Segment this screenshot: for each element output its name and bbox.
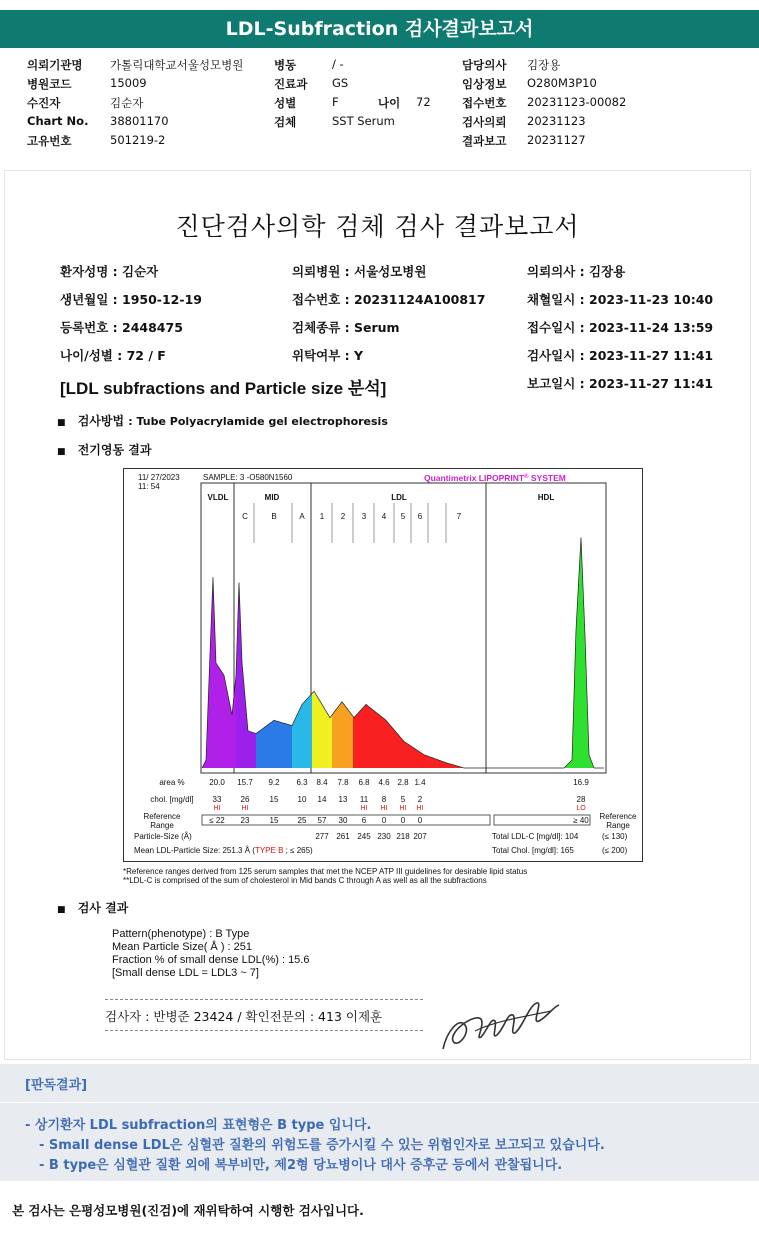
peak-fill-mid-c [236, 583, 256, 769]
info-label: 성별 [274, 96, 297, 110]
patient-field: 나이/성별 : 72 / F [60, 348, 166, 363]
patient-field: 검체종류 : Serum [292, 320, 400, 335]
size-value: 245 [357, 832, 371, 841]
patient-field: 접수번호 : 20231124A100817 [292, 292, 486, 307]
chol-value: 10 [297, 795, 307, 804]
row-label-ref: Range [150, 821, 174, 830]
group-label-hdl: HDL [537, 493, 555, 502]
order-info-row [0, 114, 759, 131]
order-info-row [0, 57, 759, 74]
total-ldl: Total LDL-C [mg/dl]: 104 [492, 832, 579, 841]
result-label: 검사 결과 [77, 901, 129, 915]
method-value: : Tube Polyacrylamide gel electrophoresis [128, 415, 388, 428]
chol-flag: HI [399, 805, 407, 812]
ref-value: 57 [317, 816, 327, 825]
patient-field: 접수일시 : 2023-11-24 13:59 [527, 320, 714, 335]
chol-value: 11 [359, 795, 369, 804]
info-label: 담당의사 [462, 58, 507, 72]
area-value: 20.0 [209, 778, 225, 787]
patient-field: 등록번호 : 2448475 [60, 320, 183, 335]
chol-value: 2 [417, 795, 423, 804]
chol-value: 8 [381, 795, 387, 804]
hdl-chol-value: 28 [576, 795, 586, 804]
lipoprint-plot [124, 469, 642, 861]
footnote: *Reference ranges derived from 125 serum samples that met the NCEP ATP III guidelines for desirable lipid status [123, 867, 528, 876]
ref-value: 0 [381, 816, 387, 825]
size-value: 218 [396, 832, 410, 841]
ref-value: 0 [400, 816, 406, 825]
band-label: 1 [319, 512, 325, 521]
row-label-ref: Reference [143, 812, 181, 821]
info-label: 임상정보 [462, 77, 507, 91]
area-value: 8.4 [316, 778, 328, 787]
info-value: 김장용 [527, 58, 561, 72]
ref-value: 30 [338, 816, 348, 825]
chol-flag: HI [416, 805, 424, 812]
total-chol: Total Chol. [mg/dl]: 165 [492, 846, 574, 855]
band-label: 7 [456, 512, 462, 521]
age-label: 나이 [378, 96, 401, 110]
ref-right-label: Reference [599, 812, 637, 821]
group-label-ldl: LDL [391, 493, 407, 502]
info-label: 진료과 [274, 77, 308, 91]
band-label: C [242, 512, 248, 521]
ref-right-label: Range [606, 821, 630, 830]
patient-field: 검사일시 : 2023-11-27 11:41 [527, 348, 714, 363]
interpretation-line: - 상기환자 LDL subfraction의 표현형은 B type 입니다. [25, 1118, 372, 1133]
group-label-mid: MID [264, 493, 280, 502]
peak-fill-ldl3 [353, 704, 464, 768]
footnote: **LDL-C is comprised of the sum of cholesterol in Mid bands C through A as well as all the subfractions [123, 876, 487, 885]
method-label: 검사방법 [77, 414, 125, 428]
chart-date: 11/ 27/2023 [138, 473, 180, 482]
hdl-area-value: 16.9 [573, 778, 589, 787]
chol-value: 5 [400, 795, 406, 804]
info-label: 검사의뢰 [462, 115, 507, 129]
bullet-icon: ■ [57, 418, 66, 428]
info-value: 20231123 [527, 114, 586, 128]
chol-value: 15 [269, 795, 279, 804]
chol-flag: HI [241, 805, 249, 812]
handwritten-signature [435, 991, 565, 1057]
info-label: 병동 [274, 58, 297, 72]
group-label-vldl: VLDL [207, 493, 229, 502]
area-value: 9.2 [268, 778, 280, 787]
report-title: 진단검사의학 검체 검사 결과보고서 [175, 212, 580, 241]
report-date: 보고일시 : 2023-11-27 11:41 [527, 376, 714, 391]
size-value: 230 [377, 832, 391, 841]
patient-field: 위탁여부 : Y [292, 348, 364, 363]
patient-field: 의뢰병원 : 서울성모병원 [292, 264, 427, 279]
band-label: 2 [340, 512, 346, 521]
result-text: Fraction % of small dense LDL(%) : 15.6 [112, 954, 310, 966]
chol-value: 13 [338, 795, 348, 804]
patient-field: 의뢰의사 : 김장용 [527, 264, 626, 279]
info-value: 김순자 [110, 96, 144, 110]
electro-line [57, 441, 151, 458]
info-value: 15009 [110, 76, 147, 90]
band-label: 3 [361, 512, 367, 521]
area-value: 2.8 [397, 778, 409, 787]
total-chol-ref: (≤ 200) [602, 846, 628, 855]
report-banner-title: LDL-Subfraction 검사결과보고서 [0, 10, 759, 48]
order-info [0, 54, 759, 154]
ref-value: 6 [361, 816, 367, 825]
size-value: 261 [336, 832, 350, 841]
patient-field: 생년월일 : 1950-12-19 [60, 292, 202, 307]
info-label: 수진자 [27, 96, 61, 110]
info-label: 병원코드 [27, 77, 72, 91]
chol-value: 26 [240, 795, 250, 804]
band-label: A [299, 512, 305, 521]
row-label-area: area % [159, 778, 185, 787]
electro-label: 전기영동 결과 [77, 443, 152, 457]
info-value: SST Serum [332, 114, 395, 128]
analysis-section-title: [LDL subfractions and Particle size 분석] [60, 379, 387, 398]
interpretation-line: - B type은 심혈관 질환 외에 복부비만, 제2형 당뇨병이나 대사 증후군 등에서 관찰됩니다. [39, 1158, 563, 1173]
ref-value: 15 [269, 816, 279, 825]
info-value: 20231123-00082 [527, 95, 627, 109]
area-value: 1.4 [414, 778, 426, 787]
info-label: 검체 [274, 115, 297, 129]
row-label-size: Particle-Size (Å) [134, 832, 192, 841]
band-label: B [271, 512, 277, 521]
lab-report-page [4, 170, 751, 1060]
area-value: 15.7 [237, 778, 253, 787]
area-value: 6.8 [358, 778, 370, 787]
info-value: 가톨릭대학교서울성모병원 [110, 58, 244, 72]
info-value: / - [332, 57, 344, 71]
interpretation-title: [판독결과] [25, 1078, 88, 1093]
info-label: 결과보고 [462, 134, 507, 148]
peak-fill-mid-b [256, 720, 292, 768]
chol-value: 33 [212, 795, 222, 804]
chart-brand: Quantimetrix LIPOPRINT® SYSTEM [424, 473, 566, 483]
chart-sample-id: SAMPLE: 3 -O580N1560 [203, 473, 293, 482]
row-label-chol: chol. [mg/dl] [150, 795, 194, 804]
area-value: 4.6 [378, 778, 390, 787]
chol-flag: HI [360, 805, 368, 812]
hdl-flag: LO [576, 805, 586, 812]
result-text: Pattern(phenotype) : B Type [112, 928, 250, 940]
info-value: GS [332, 76, 349, 90]
method-line [57, 412, 388, 429]
bullet-icon: ■ [57, 905, 66, 915]
age-value: 72 [416, 95, 431, 109]
signature-line: 검사자 : 반병준 23424 / 확인전문의 : 413 이제훈 [105, 1009, 383, 1024]
result-text: Mean Particle Size( Å ) : 251 [112, 941, 253, 953]
order-info-row [0, 76, 759, 93]
interpretation-box [0, 1064, 759, 1181]
band-label: 6 [417, 512, 423, 521]
ref-value: 0 [417, 816, 423, 825]
divider [0, 1102, 759, 1103]
info-value: 38801170 [110, 114, 169, 128]
ref-value: ≤ 22 [209, 816, 225, 825]
chol-value: 14 [317, 795, 327, 804]
chart-time: 11: 54 [138, 482, 160, 491]
chol-flag: HI [380, 805, 388, 812]
order-info-row [0, 133, 759, 150]
chol-flag: HI [213, 805, 221, 812]
hdl-ref-value: ≥ 40 [573, 816, 589, 825]
divider [105, 999, 423, 1000]
ref-value: 25 [297, 816, 307, 825]
info-value: 501219-2 [110, 133, 166, 147]
info-label: 의뢰기관명 [27, 58, 83, 72]
info-value: F [332, 95, 339, 109]
patient-field: 채혈일시 : 2023-11-23 10:40 [527, 292, 714, 307]
footer-note: 본 검사는 은평성모병원(진검)에 재위탁하여 시행한 검사입니다. [12, 1203, 364, 1218]
result-line [57, 899, 128, 916]
divider [105, 1030, 423, 1031]
info-label: Chart No. [27, 114, 89, 128]
total-ldl-ref: (≤ 130) [602, 832, 628, 841]
peak-fill-ldl1 [312, 691, 332, 768]
area-value: 7.8 [337, 778, 349, 787]
band-label: 5 [400, 512, 406, 521]
result-text: [Small dense LDL = LDL3 ~ 7] [112, 967, 259, 979]
ref-value: 23 [240, 816, 250, 825]
bullet-icon: ■ [57, 447, 66, 457]
info-label: 고유번호 [27, 134, 72, 148]
band-label: 4 [381, 512, 387, 521]
info-value: 20231127 [527, 133, 586, 147]
mean-size: Mean LDL-Particle Size: 251.3 Å (TYPE B ; ≤ 265) [134, 846, 313, 855]
size-value: 207 [413, 832, 427, 841]
order-info-row [0, 95, 759, 112]
size-value: 277 [315, 832, 329, 841]
area-value: 6.3 [296, 778, 308, 787]
info-value: O280M3P10 [527, 76, 597, 90]
patient-field: 환자성명 : 김순자 [60, 264, 159, 279]
info-label: 접수번호 [462, 96, 507, 110]
lipoprint-chart [123, 468, 643, 862]
interpretation-line: - Small dense LDL은 심혈관 질환의 위험도를 증가시킬 수 있는 위험인자로 보고되고 있습니다. [39, 1138, 605, 1153]
